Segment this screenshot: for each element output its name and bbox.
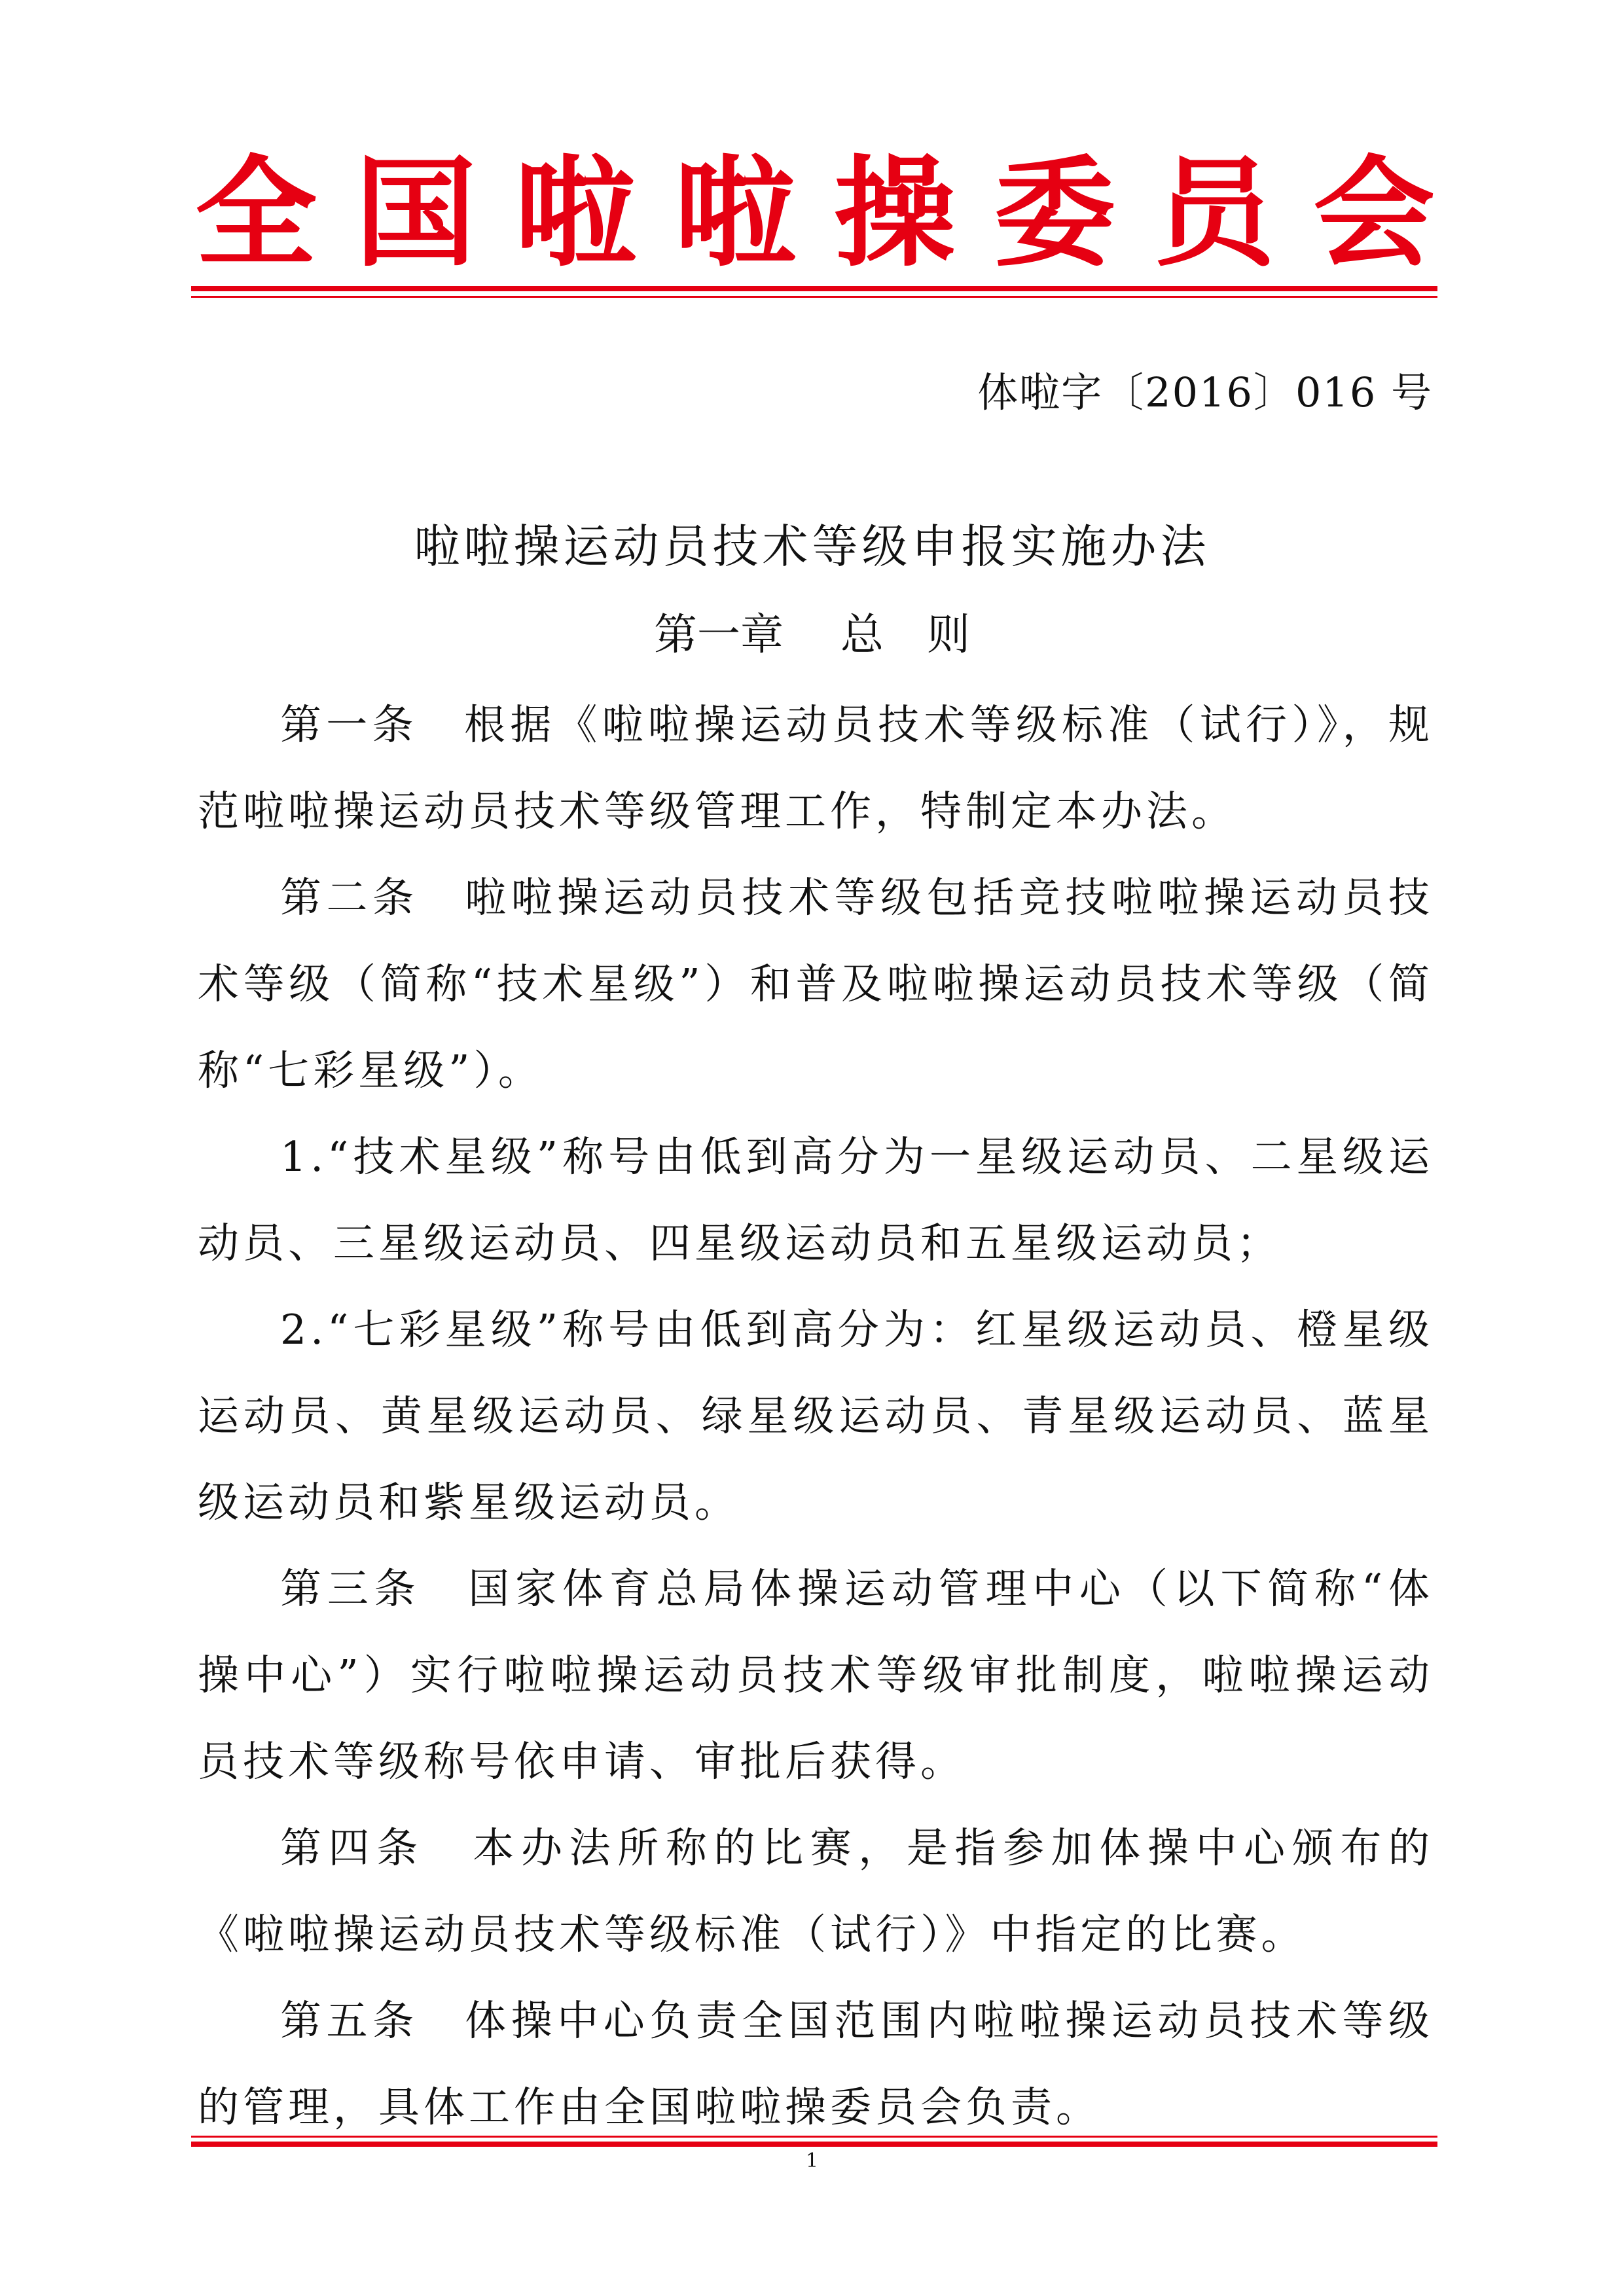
masthead xyxy=(195,143,1435,283)
document-body xyxy=(198,682,1434,2151)
paragraph: 第二条 啦啦操运动员技术等级包括竞技啦啦操运动员技术等级（简称“技术星级”）和普及啦啦操运动员技术等级（简称“七彩星级”）。 xyxy=(198,874,1434,1094)
document-number: 体啦字〔2016〕016 号 xyxy=(977,368,1433,416)
masthead-char: 委 xyxy=(994,143,1115,283)
paragraph: 第五条 体操中心负责全国范围内啦啦操运动员技术等级的管理，具体工作由全国啦啦操委员会负责。 xyxy=(198,1997,1434,2131)
masthead-char: 国 xyxy=(355,143,477,283)
paragraph: 第一条 根据《啦啦操运动员技术等级标准（试行）》，规范啦啦操运动员技术等级管理工作，特制定本办法。 xyxy=(198,701,1434,835)
page-number: 1 xyxy=(805,2149,819,2172)
masthead-char: 会 xyxy=(1313,143,1435,283)
chapter-heading: 第一章 总 则 xyxy=(654,609,970,660)
paragraph: 第四条 本办法所称的比赛，是指参加体操中心颁布的《啦啦操运动员技术等级标准（试行）》中指定的比赛。 xyxy=(198,1824,1434,1958)
footer-divider-thin xyxy=(191,2136,1437,2138)
paragraph: 第三条 国家体育总局体操运动管理中心（以下简称“体操中心”）实行啦啦操运动员技术等级审批制度，啦啦操运动员技术等级称号依申请、审批后获得。 xyxy=(198,1565,1434,1785)
masthead-char: 操 xyxy=(834,143,956,283)
masthead-char: 员 xyxy=(1153,143,1275,283)
paragraph: 2.“七彩星级”称号由低到高分为：红星级运动员、橙星级运动员、黄星级运动员、绿星级运动员、青星级运动员、蓝星级运动员和紫星级运动员。 xyxy=(198,1306,1434,1526)
footer-divider-thick xyxy=(191,2142,1437,2147)
masthead-char: 全 xyxy=(195,143,317,283)
header-divider-thin xyxy=(191,296,1437,298)
masthead-char: 啦 xyxy=(674,143,796,283)
masthead-char: 啦 xyxy=(514,143,636,283)
header-divider-thick xyxy=(191,286,1437,291)
document-title: 啦啦操运动员技术等级申报实施办法 xyxy=(414,520,1210,573)
paragraph: 1.“技术星级”称号由低到高分为一星级运动员、二星级运动员、三星级运动员、四星级运动员和五星级运动员； xyxy=(198,1133,1434,1267)
